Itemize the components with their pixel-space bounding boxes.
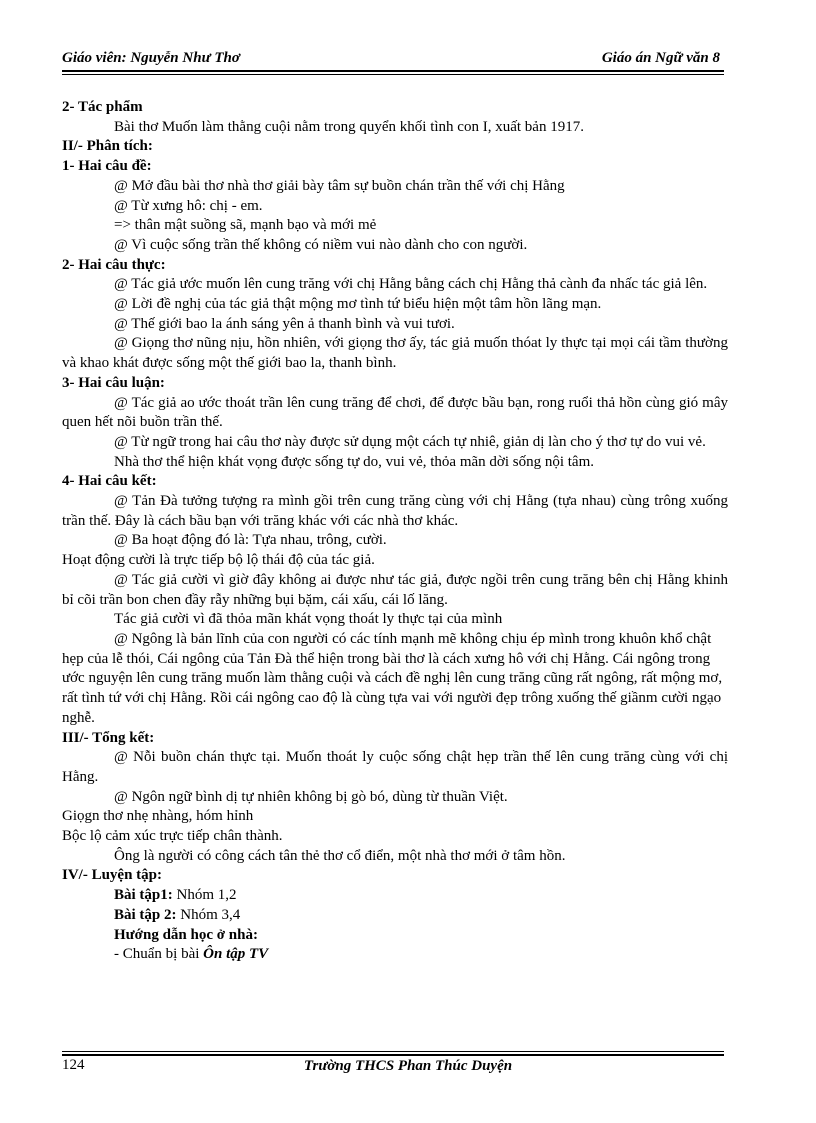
exercise-1-text: Nhóm 1,2 [172,887,237,904]
header-rule [62,70,724,72]
footer-rule-thin [62,1051,724,1052]
paragraph: @ Ba hoạt động đó là: Tựa nhau, trông, cười. [114,532,387,549]
paragraph: Bài thơ Muốn làm thằng cuội nằm trong quyển khối tình con I, xuất bản 1917. [114,118,584,135]
paragraph: @ Mở đầu bài thơ nhà thơ giải bày tâm sự buồn chán trần thế với chị Hằng [114,177,565,194]
exercise-1 [62,886,728,906]
paragraph: Ông là người có công cách tân thẻ thơ cổ điển, một nhà thơ mới ở tâm hồn. [114,847,566,864]
paragraph: @ Tác giả ước muốn lên cung trăng với chị Hằng bằng cách chị Hằng thả cành đa nhấc tác giả lên. [114,276,708,293]
paragraph: @ Tản Đà tưởng tượng ra mình gồi trên cung trăng cùng với chị Hằng (tựa nhau) cùng trông xuống trần thế. Đây là cách bầu bạn với trăng khác với các nhà thơ khác. [62,493,728,529]
paragraph: @ Thế giới bao la ánh sáng yên ả thanh bình và vui tươi. [114,315,455,332]
paragraph: @ Từ ngữ trong hai câu thơ này được sử dụng một cách tự nhiê, giản dị làn cho ý thơ tự do vui vẻ. [114,433,706,450]
exercise-1-label: Bài tập1: [114,887,173,904]
paragraph: @ Từ xưng hô: chị - em. [114,197,263,214]
header-teacher: Giáo viên: Nguyễn Như Thơ [62,50,240,66]
section-heading: II/- Phân tích: [62,138,153,155]
paragraph: Nhà thơ thể hiện khát vọng được sống tự do, vui vẻ, thỏa mãn dời sống nội tâm. [114,453,594,470]
homework-prefix: - Chuẩn bị bài [114,946,204,963]
paragraph: @ Tác giả cười vì giờ đây không ai được như tác giả, được ngồi trên cung trăng bên chị Hằng khinh bỉ cõi trần bon chen đầy rẫy những bụi bặm, cái xấu, cái lố lăng. [62,571,728,608]
paragraph: Bộc lộ cảm xúc trực tiếp chân thành. [62,828,283,845]
paragraph: @ Tác giả ao ước thoát trần lên cung trăng để chơi, để được bầu bạn, rong ruổi thả hồn cùng gió mây quen hết nõi buồn trần thế. [62,394,728,431]
page-header [62,50,724,70]
paragraph: Tác giả cười vì đã thỏa mãn khát vọng thoát ly thực tại của mình [114,611,503,628]
homework-item [62,945,728,965]
paragraph: => thân mật suồng sã, mạnh bạo và mới mẻ [114,217,377,234]
exercise-2-label: Bài tập 2: [114,906,177,923]
section-heading: 2- Tác phẩm [62,99,143,115]
exercise-2 [62,906,728,926]
lesson-content [62,98,728,965]
subsection-heading: 4- Hai câu kết: [62,473,157,490]
header-rule-thin [62,74,724,75]
paragraph: Hoạt động cười là trực tiếp bộ lộ thái độ của tác giả. [62,552,375,569]
subsection-heading: 2- Hai câu thực: [62,256,166,273]
section-heading: III/- Tổng kết: [62,729,155,746]
homework-lesson: Ôn tập TV [203,946,269,963]
paragraph: Giọgn thơ nhẹ nhàng, hóm hỉnh [62,808,254,825]
exercise-2-text: Nhóm 3,4 [176,906,241,923]
page-number: 124 [62,1057,85,1073]
subsection-heading: 1- Hai câu đề: [62,158,152,175]
paragraph: @ Ngông là bản lĩnh của con người có các tính mạnh mẽ không chịu ép mình trong khuôn khổ chật hẹp của lễ thói, Cái ngông của Tản Đà thể hiện trong bài thơ là cách xưng hô với chị Hằng. Cái ngông trong ước nguyện lên cung trăng muốn làm thằng cuội và cách đề nghị lên cung trăng cũng rất ngông, rất mộng mơ, rất tình tứ với chị Hằng. Rồi cái ngông cao độ là cùng tựa vai với người đẹp trông xuống thế giầnm cười ngạo nghễ. [62,630,723,726]
subsection-heading: 3- Hai câu luận: [62,374,165,391]
paragraph: @ Giọng thơ nũng nịu, hồn nhiên, với giọng thơ ấy, tác giả muốn thóat ly thực tại mọi cái tầm thường và khao khát được sống một thế giới bao la, thanh bình. [62,335,728,372]
paragraph: @ Lời đề nghị của tác giả thật mộng mơ tình tứ biểu hiện một tâm hồn lãng mạn. [114,296,602,313]
paragraph: @ Vì cuộc sống trần thế không có niềm vui nào dành cho con người. [114,236,528,253]
footer-rule [62,1054,724,1056]
footer-school: Trường THCS Phan Thúc Duyện [303,1058,513,1074]
header-subject: Giáo án Ngữ văn 8 [601,50,720,66]
paragraph: @ Nỗi buồn chán thực tại. Muốn thoát ly cuộc sống chật hẹp trần thế lên cung trăng cùng với chị Hằng. [62,749,728,785]
paragraph: @ Ngôn ngữ bình dị tự nhiên không bị gò bó, dùng từ thuần Việt. [114,788,508,805]
homework-heading: Hướng dẫn học ở nhà: [114,926,258,943]
section-heading: IV/- Luyện tập: [62,867,163,884]
